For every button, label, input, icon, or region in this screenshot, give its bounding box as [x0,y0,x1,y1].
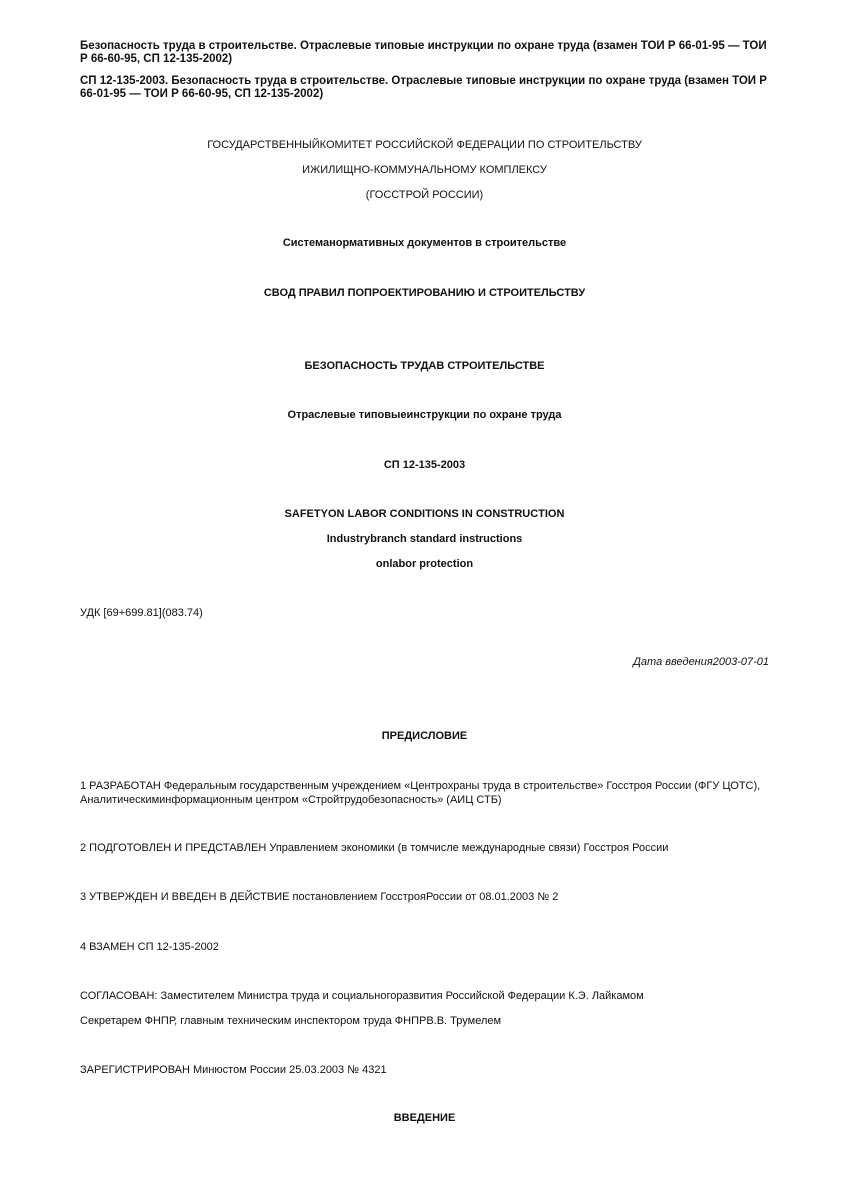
introduction-heading: ВВЕДЕНИЕ [393,1112,456,1124]
english-subtitle-2: onlabor protection [375,558,474,570]
english-subtitle-1: Industrybranch standard instructions [326,533,523,545]
code-of-rules-title: СВОД ПРАВИЛ ПОПРОЕКТИРОВАНИЮ И СТРОИТЕЛЬСТВУ [263,287,586,299]
document-subtitle: Отраслевые типовыеинструкции по охране труда [287,409,562,421]
preface-item-1: 1 РАЗРАБОТАН Федеральным государственным учреждением «Центрохраны труда в строительстве» Госстроя России (ФГУ ЦОТС), Аналитическиминформационным центром «Стройтрудобезопасность» (АИЦ СТБ) [80,780,761,806]
system-title: Системанормативных документов в строительстве [282,237,567,249]
document-code: СП 12-135-2003 [383,459,466,471]
preface-item-3: 3 УТВЕРЖДЕН И ВВЕДЕН В ДЕЙСТВИЕ постановлением ГосстрояРоссии от 08.01.2003 № 2 [80,891,559,903]
preface-item-4: 4 ВЗАМЕН СП 12-135-2002 [80,941,219,953]
org-line-3: (ГОССТРОЙ РОССИИ) [365,189,484,201]
header-line-2: СП 12-135-2003. Безопасность труда в строительстве. Отраслевые типовые инструкции по охране труда (взамен ТОИ Р 66-01-95 — ТОИ Р 66-60-95, СП 12-135-2002) [80,75,767,100]
agreed-line-1: СОГЛАСОВАН: Заместителем Министра труда и социальногоразвития Российской Федерации К.Э. Лайкамом [80,990,644,1002]
registration-line: ЗАРЕГИСТРИРОВАН Минюстом России 25.03.2003 № 4321 [80,1064,387,1076]
preface-heading: ПРЕДИСЛОВИЕ [381,730,468,742]
english-title: SAFETYON LABOR CONDITIONS IN CONSTRUCTION [284,508,565,520]
org-line-1: ГОСУДАРСТВЕННЫЙКОМИТЕТ РОССИЙСКОЙ ФЕДЕРАЦИИ ПО СТРОИТЕЛЬСТВУ [207,139,642,151]
document-title: БЕЗОПАСНОСТЬ ТРУДАВ СТРОИТЕЛЬСТВЕ [304,360,545,372]
udk-code: УДК [69+699.81](083.74) [80,607,203,619]
introduction-date: Дата введения2003-07-01 [633,656,769,668]
org-line-2: ИЖИЛИЩНО-КОММУНАЛЬНОМУ КОМПЛЕКСУ [302,164,547,176]
header-line-1: Безопасность труда в строительстве. Отраслевые типовые инструкции по охране труда (взамен ТОИ Р 66-01-95 — ТОИ Р 66-60-95, СП 12-135-2002) [80,40,767,65]
agreed-line-2: Секретарем ФНПР, главным техническим инспектором труда ФНПРВ.В. Трумелем [80,1015,502,1027]
preface-item-2: 2 ПОДГОТОВЛЕН И ПРЕДСТАВЛЕН Управлением экономики (в томчисле международные связи) Госстроя России [80,842,669,854]
